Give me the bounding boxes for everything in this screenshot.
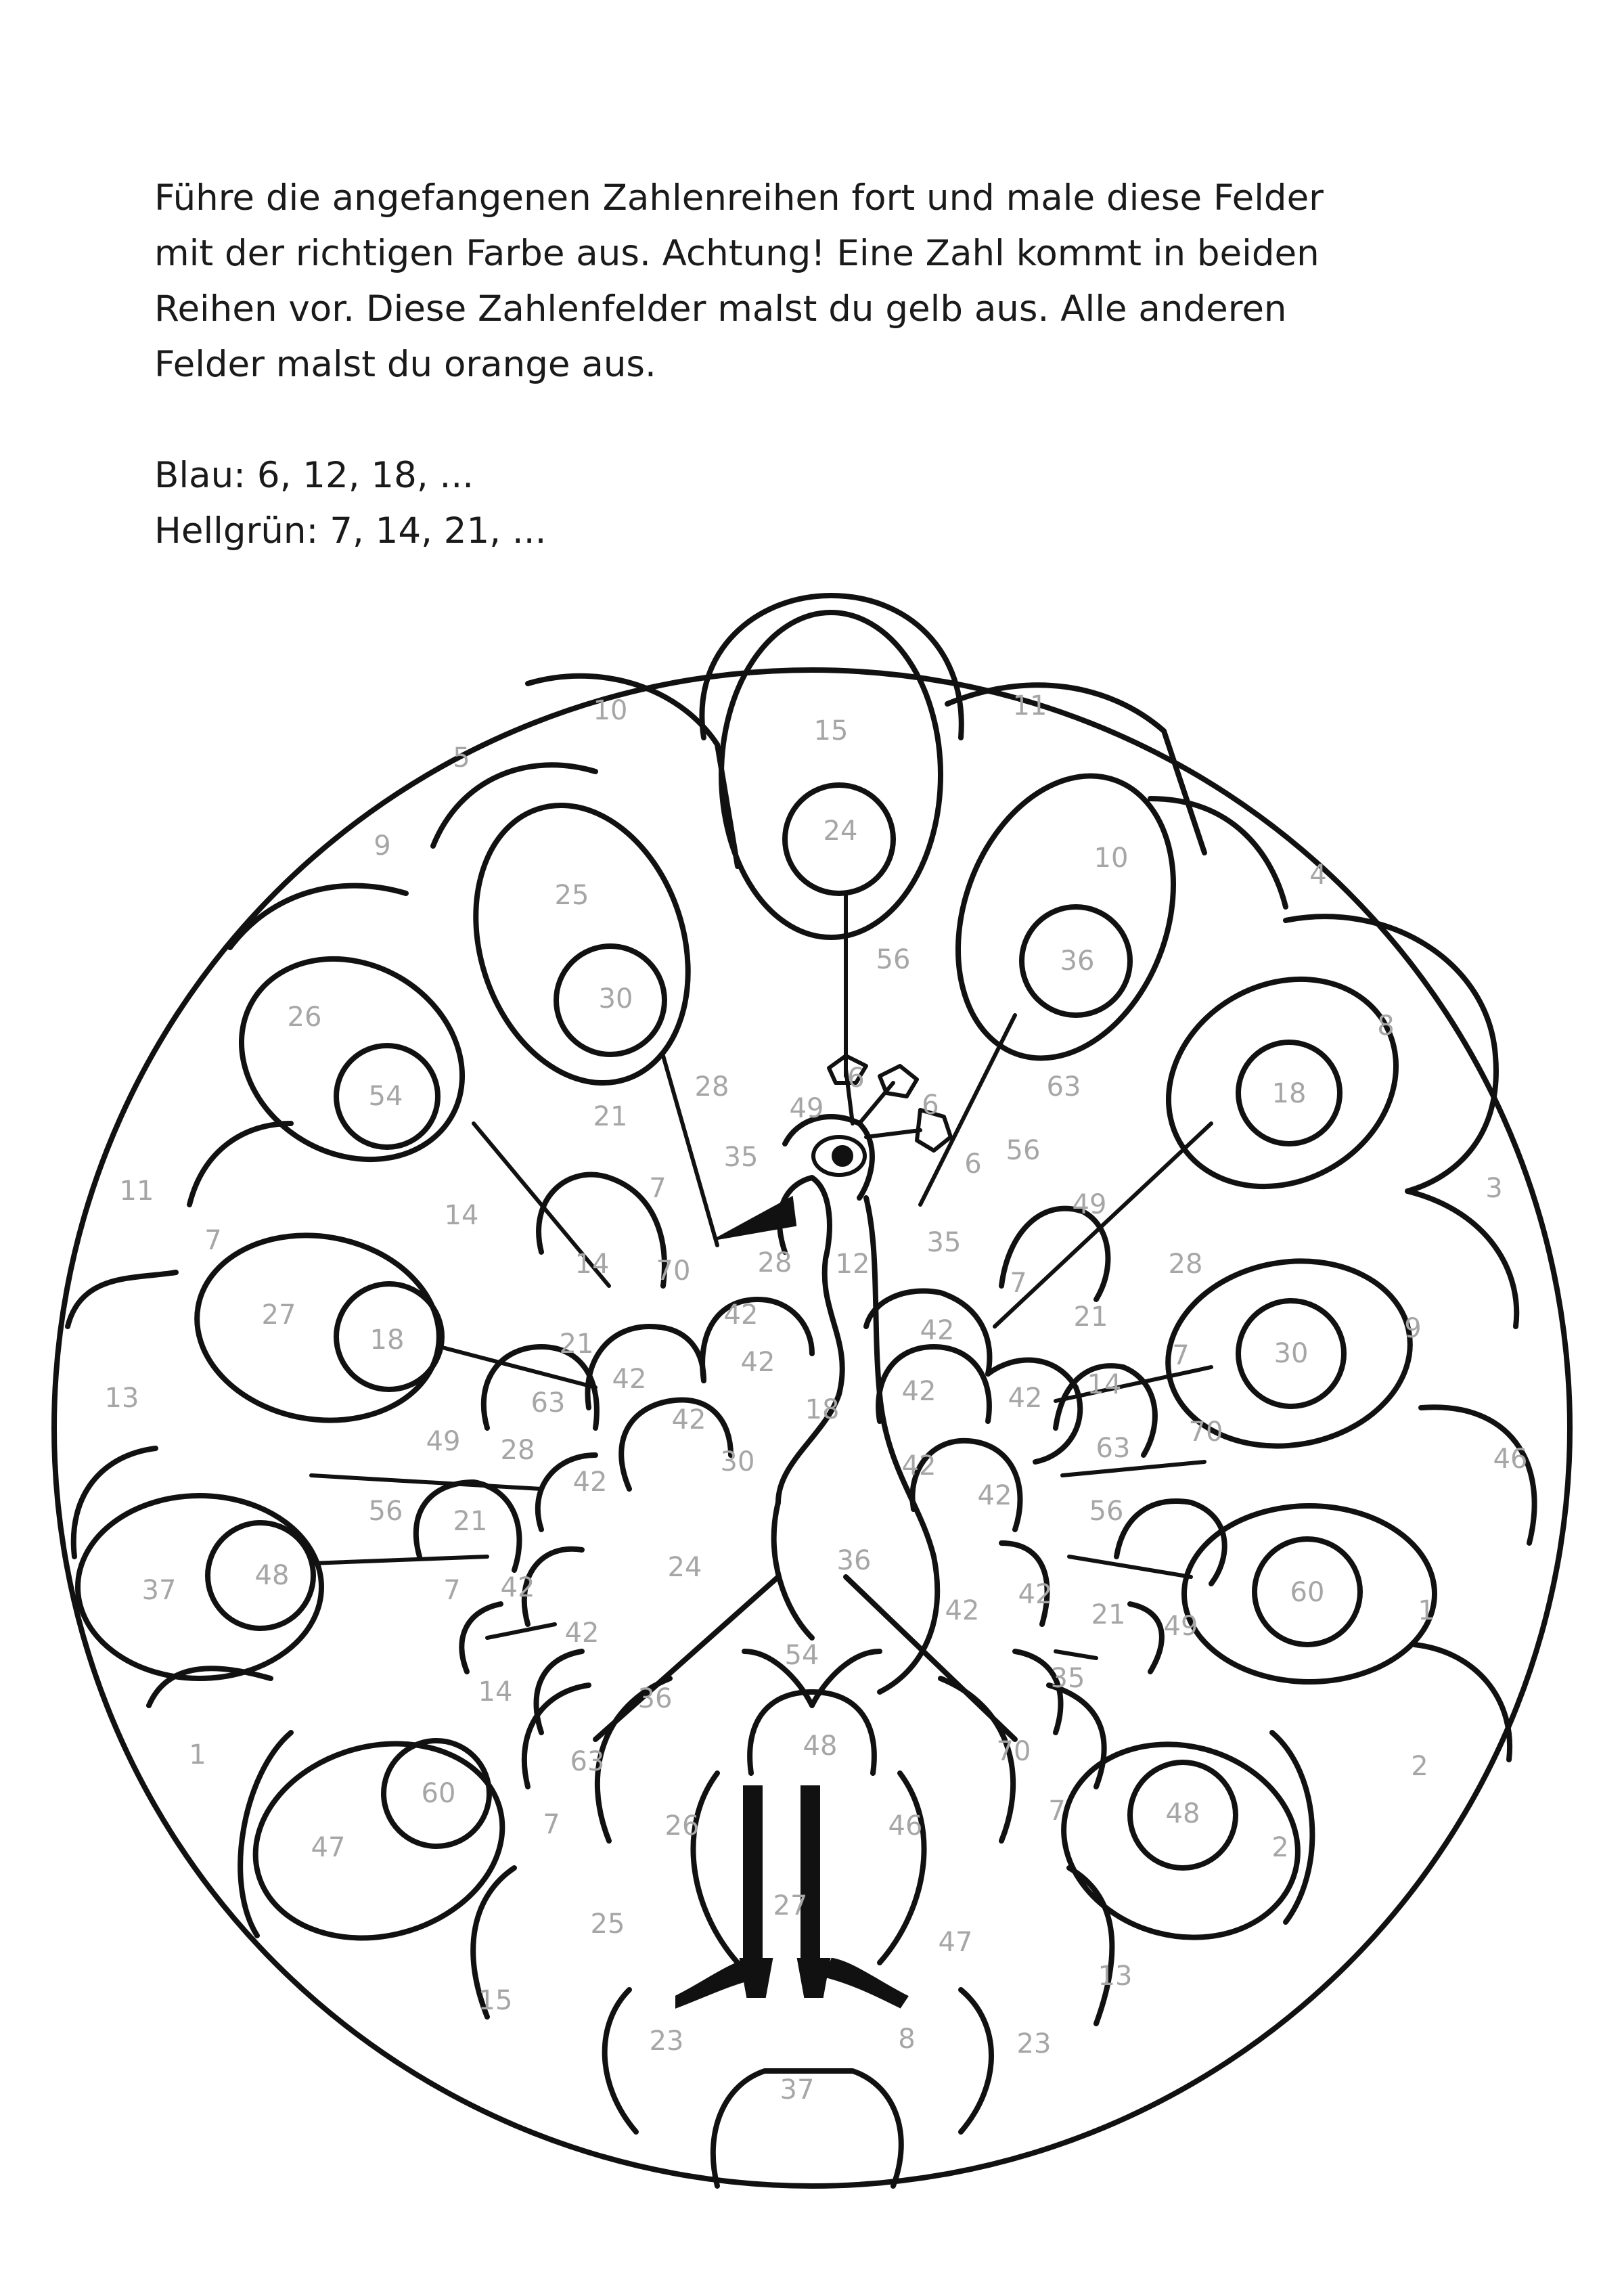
field-number: 1 — [1418, 1595, 1435, 1626]
instruction-line-4: Felder malst du orange aus. — [154, 344, 656, 385]
field-number: 25 — [554, 880, 589, 911]
field-number: 37 — [141, 1575, 177, 1606]
field-number: 7 — [543, 1809, 560, 1840]
field-number: 30 — [1273, 1338, 1309, 1369]
field-number: 28 — [1168, 1249, 1203, 1280]
field-number: 42 — [901, 1450, 937, 1481]
field-number: 47 — [311, 1832, 346, 1863]
instruction-line-3: Reihen vor. Diese Zahlenfelder malst du gelb aus. Alle anderen — [154, 288, 1287, 330]
field-number: 46 — [888, 1810, 923, 1842]
field-number: 42 — [920, 1315, 955, 1346]
field-number: 2 — [1271, 1832, 1289, 1863]
field-number: 11 — [119, 1176, 154, 1207]
field-number: 42 — [945, 1595, 980, 1626]
field-number: 47 — [938, 1927, 973, 1958]
field-number: 48 — [254, 1560, 290, 1591]
field-number: 14 — [478, 1676, 513, 1708]
field-number: 54 — [784, 1640, 819, 1671]
field-number: 46 — [1493, 1444, 1528, 1475]
field-number: 36 — [836, 1545, 872, 1576]
field-number: 7 — [443, 1575, 461, 1606]
field-number: 42 — [740, 1347, 775, 1378]
field-number: 42 — [671, 1404, 706, 1435]
field-number: 35 — [723, 1142, 759, 1173]
field-number: 30 — [720, 1446, 755, 1477]
field-number: 36 — [637, 1683, 673, 1714]
field-number: 21 — [559, 1329, 594, 1360]
field-number: 49 — [789, 1093, 824, 1124]
field-number: 63 — [1096, 1433, 1131, 1464]
field-number: 3 — [1485, 1173, 1503, 1204]
field-number: 35 — [926, 1227, 962, 1258]
field-number: 8 — [1377, 1010, 1395, 1042]
field-number: 18 — [805, 1394, 840, 1425]
field-number: 42 — [500, 1572, 535, 1603]
field-number: 25 — [590, 1909, 625, 1940]
field-number: 6 — [964, 1149, 982, 1180]
field-number: 60 — [1290, 1577, 1325, 1608]
field-number: 21 — [1073, 1301, 1108, 1333]
field-number: 7 — [1010, 1268, 1027, 1299]
field-number: 18 — [1271, 1078, 1307, 1109]
field-number: 35 — [1050, 1663, 1085, 1694]
peacock-line-art — [54, 596, 1570, 2186]
field-number: 14 — [1087, 1369, 1122, 1400]
field-number: 18 — [369, 1324, 405, 1356]
field-number: 42 — [977, 1480, 1012, 1511]
field-number: 11 — [1012, 690, 1047, 721]
rule-light-green: Hellgrün: 7, 14, 21, ... — [154, 510, 547, 552]
field-number: 24 — [667, 1552, 702, 1583]
field-number: 15 — [813, 715, 849, 746]
field-number: 7 — [1048, 1796, 1066, 1827]
field-number: 37 — [780, 2074, 815, 2105]
field-number: 23 — [1016, 2028, 1052, 2059]
field-number: 70 — [996, 1736, 1031, 1767]
field-number: 5 — [453, 742, 470, 774]
field-number: 7 — [649, 1173, 667, 1204]
field-number: 26 — [287, 1002, 322, 1033]
rule-blue: Blau: 6, 12, 18, ... — [154, 455, 474, 496]
field-number: 8 — [898, 2024, 916, 2055]
field-number: 54 — [368, 1081, 403, 1112]
field-number: 28 — [757, 1247, 792, 1278]
field-number: 42 — [564, 1618, 600, 1649]
field-number: 56 — [1006, 1135, 1041, 1166]
field-number: 60 — [421, 1778, 456, 1809]
field-number: 70 — [1188, 1417, 1223, 1448]
field-number: 28 — [694, 1071, 729, 1102]
field-number: 63 — [1046, 1071, 1081, 1102]
field-number: 21 — [1091, 1599, 1126, 1630]
field-number: 21 — [593, 1101, 628, 1132]
field-number: 42 — [612, 1364, 647, 1395]
field-number: 36 — [1060, 945, 1095, 977]
field-number: 1 — [189, 1739, 206, 1770]
field-number: 56 — [876, 944, 911, 975]
field-number: 49 — [1072, 1189, 1107, 1220]
field-number: 23 — [649, 2026, 684, 2057]
field-number: 42 — [723, 1299, 759, 1331]
field-number: 30 — [598, 983, 633, 1015]
field-number: 27 — [261, 1299, 296, 1331]
field-number: 24 — [823, 816, 858, 847]
field-number: 70 — [656, 1255, 691, 1287]
field-number: 6 — [922, 1090, 939, 1121]
field-number: 56 — [368, 1496, 403, 1527]
field-number: 6 — [847, 1063, 865, 1094]
field-number: 48 — [1165, 1798, 1200, 1829]
field-number: 15 — [478, 1985, 513, 2016]
instruction-line-1: Führe die angefangenen Zahlenreihen fort und male diese Felder — [154, 177, 1324, 219]
field-number: 2 — [1411, 1751, 1428, 1782]
field-number: 42 — [901, 1376, 937, 1407]
field-number: 63 — [531, 1387, 566, 1419]
field-number: 27 — [773, 1890, 808, 1921]
field-number: 21 — [453, 1506, 488, 1537]
field-number: 42 — [1008, 1383, 1043, 1414]
field-number: 42 — [572, 1467, 608, 1498]
instruction-line-2: mit der richtigen Farbe aus. Achtung! Eine Zahl kommt in beiden — [154, 233, 1320, 274]
field-number: 28 — [500, 1435, 535, 1466]
field-number: 4 — [1309, 860, 1327, 891]
field-number: 26 — [664, 1810, 700, 1842]
field-number: 49 — [426, 1426, 461, 1457]
field-number: 13 — [104, 1383, 139, 1414]
field-number: 7 — [204, 1225, 222, 1256]
field-number: 9 — [1404, 1313, 1422, 1344]
field-number: 10 — [1093, 843, 1129, 874]
field-number: 13 — [1098, 1961, 1133, 1992]
field-number: 42 — [1018, 1579, 1053, 1610]
field-number: 48 — [803, 1731, 838, 1762]
field-number: 49 — [1163, 1611, 1198, 1642]
field-number: 10 — [593, 695, 628, 726]
field-number: 9 — [374, 830, 391, 862]
field-number: 12 — [835, 1249, 870, 1280]
field-number: 56 — [1089, 1496, 1124, 1527]
field-number: 63 — [570, 1746, 605, 1777]
field-number: 14 — [574, 1249, 610, 1280]
field-number: 7 — [1172, 1340, 1190, 1371]
field-number: 14 — [444, 1200, 479, 1231]
